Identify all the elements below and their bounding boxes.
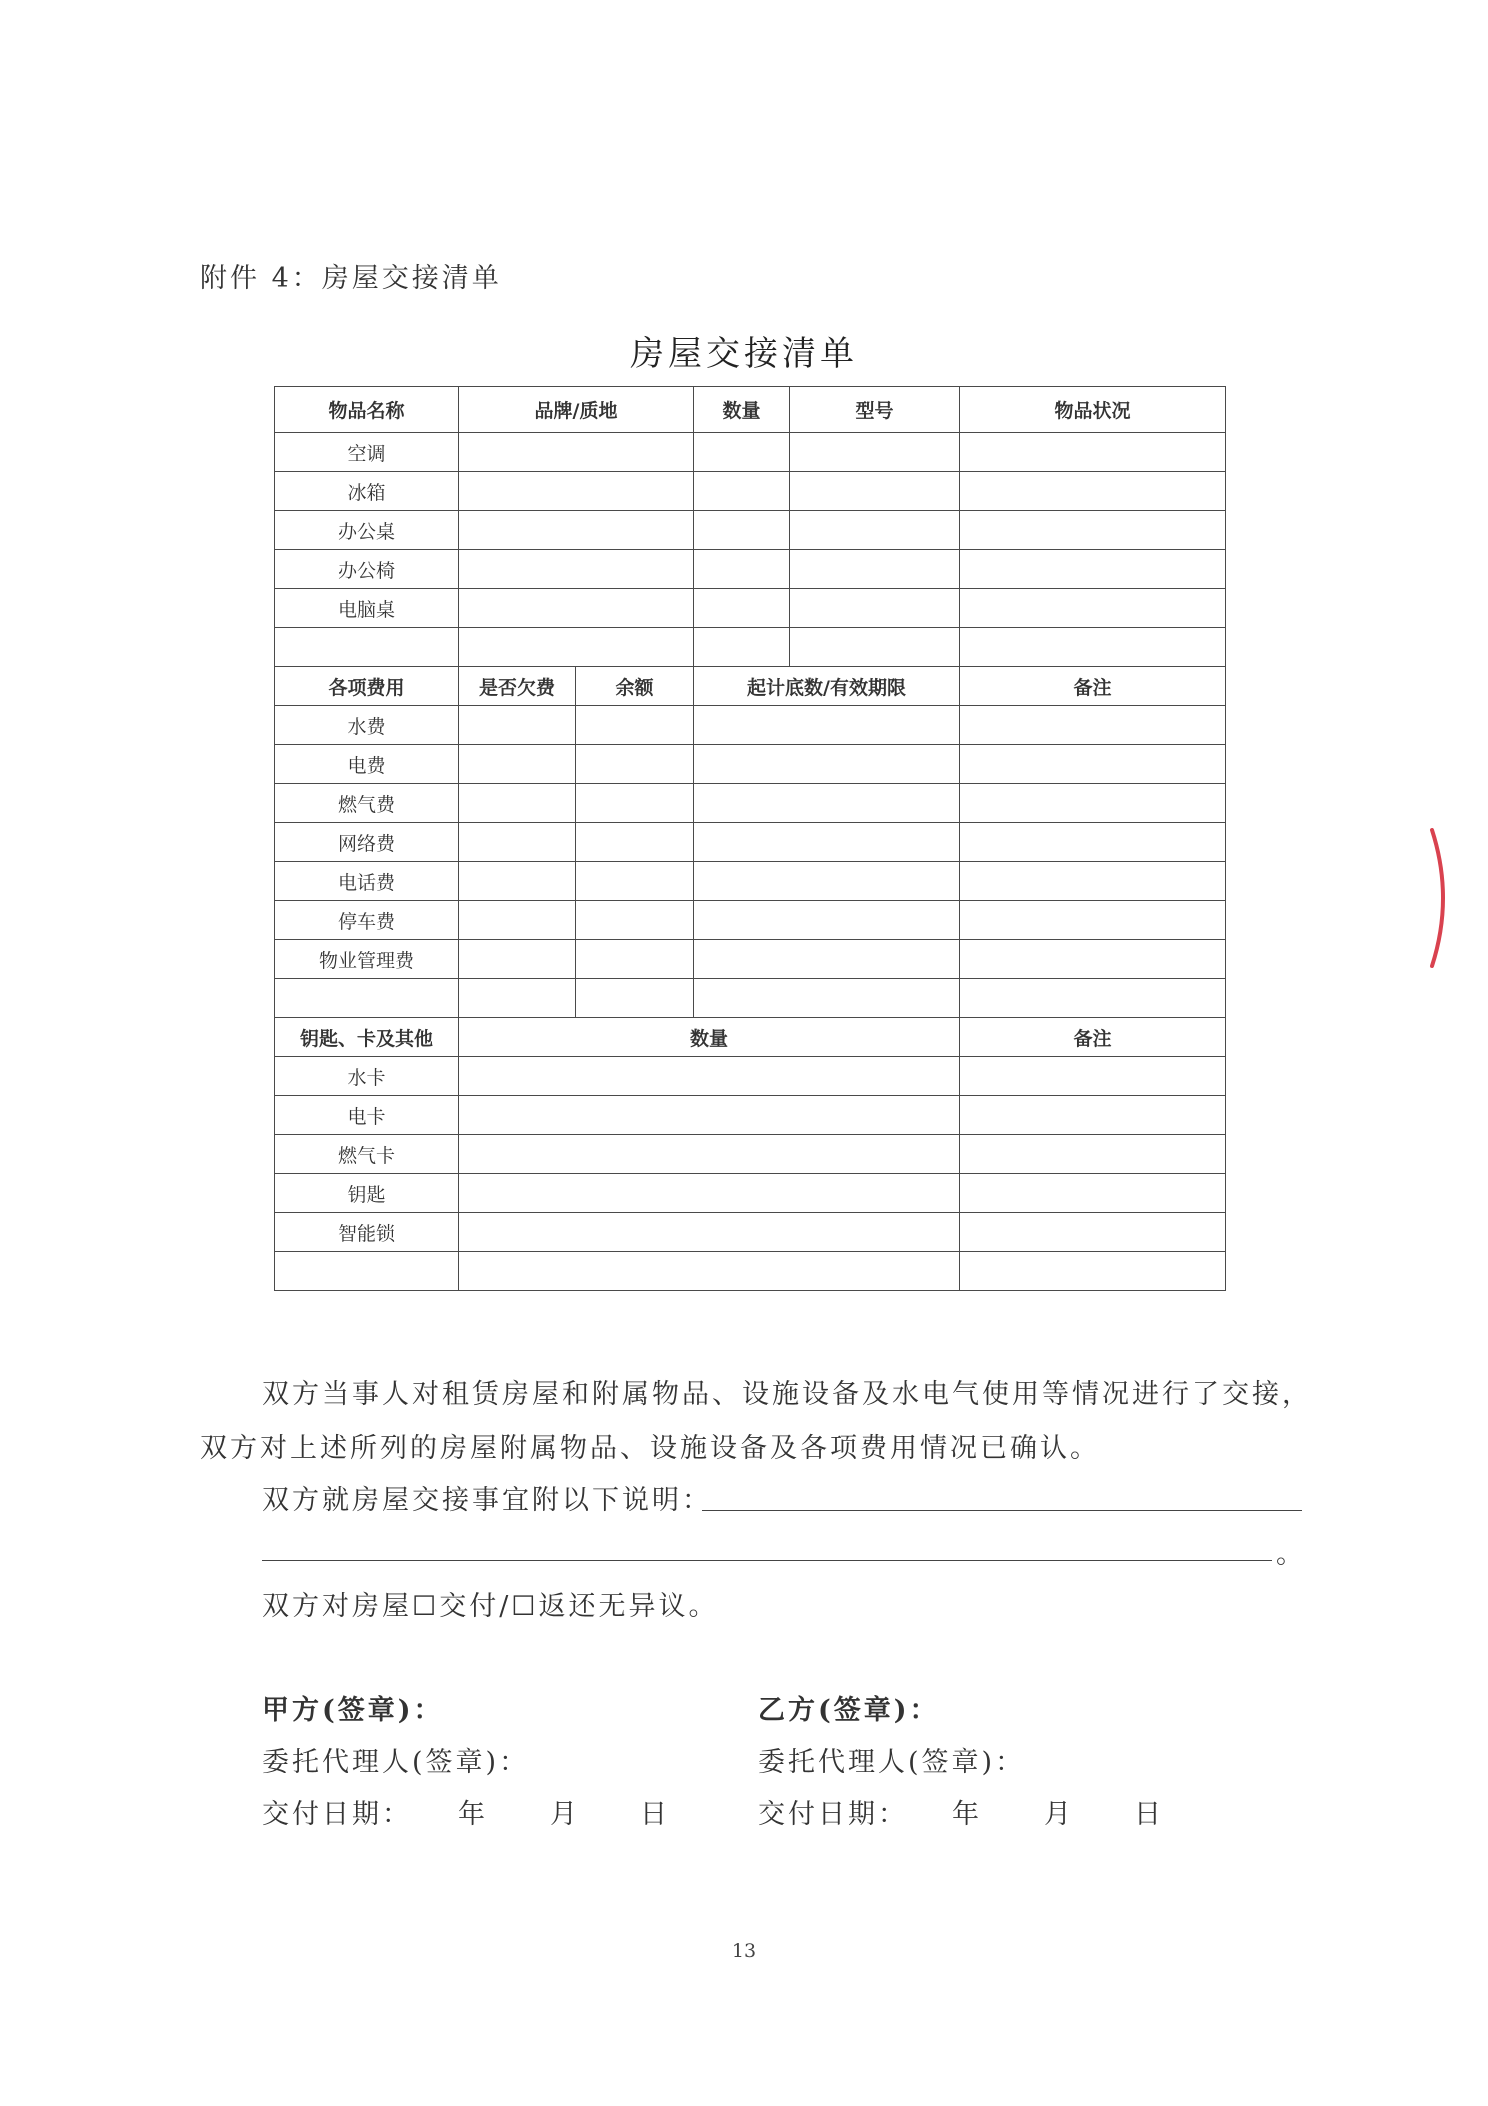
party-b-year: 年: [952, 1799, 982, 1830]
fee-remarks-cell[interactable]: [960, 784, 1226, 823]
party-b-day: 日: [1134, 1799, 1164, 1830]
model-cell[interactable]: [790, 589, 960, 628]
brand-material-cell[interactable]: [459, 628, 694, 667]
party-a-year: 年: [458, 1799, 488, 1830]
quantity-cell[interactable]: [694, 628, 790, 667]
table-row: [275, 1213, 1226, 1252]
quantity-cell[interactable]: [694, 472, 790, 511]
brand-material-cell[interactable]: [459, 589, 694, 628]
start-reading-validity-header: 起计底数/有效期限: [694, 667, 960, 706]
start-reading-validity-cell[interactable]: [694, 706, 960, 745]
balance-cell[interactable]: [576, 940, 694, 979]
item-name-cell: [275, 628, 459, 667]
notes-period: 。: [1276, 1539, 1306, 1570]
fee-remarks-cell[interactable]: [960, 862, 1226, 901]
key-item-cell: 智能锁: [275, 1213, 459, 1252]
balance-cell[interactable]: [576, 706, 694, 745]
fee-item-cell: [275, 979, 459, 1018]
fee-item-header: 各项费用: [275, 667, 459, 706]
arrears-cell[interactable]: [459, 940, 576, 979]
brand-material-header: 品牌/质地: [459, 387, 694, 433]
start-reading-validity-cell[interactable]: [694, 979, 960, 1018]
arrears-cell[interactable]: [459, 901, 576, 940]
arrears-cell[interactable]: [459, 979, 576, 1018]
key-remarks-cell[interactable]: [960, 1057, 1226, 1096]
arrears-cell[interactable]: [459, 862, 576, 901]
table-row: [275, 979, 1226, 1018]
quantity-cell[interactable]: [694, 589, 790, 628]
key-quantity-cell[interactable]: [459, 1213, 960, 1252]
fee-remarks-cell[interactable]: [960, 823, 1226, 862]
party-a-agent-label: 委托代理人(签章)：: [262, 1747, 530, 1778]
fee-remarks-cell[interactable]: [960, 706, 1226, 745]
party-b-date-label: 交付日期：: [758, 1799, 908, 1830]
start-reading-validity-cell[interactable]: [694, 823, 960, 862]
table-row: [275, 706, 1226, 745]
key-item-cell: [275, 1252, 459, 1291]
table-row: [275, 550, 1226, 589]
table-row: [275, 1135, 1226, 1174]
quantity-cell[interactable]: [694, 511, 790, 550]
fee-remarks-cell[interactable]: [960, 901, 1226, 940]
notes-line-1[interactable]: [702, 1510, 1302, 1511]
party-a-signature-label: 甲方(签章)：: [262, 1695, 444, 1726]
paragraph-notes-label: 双方就房屋交接事宜附以下说明：: [262, 1485, 712, 1516]
paragraph-handover-line2: 双方对上述所列的房屋附属物品、设施设备及各项费用情况已确认。: [200, 1433, 1100, 1464]
item-name-cell: 电脑桌: [275, 589, 459, 628]
fee-item-cell: 停车费: [275, 901, 459, 940]
arrears-cell[interactable]: [459, 706, 576, 745]
model-cell[interactable]: [790, 433, 960, 472]
key-item-cell: 水卡: [275, 1057, 459, 1096]
key-quantity-cell[interactable]: [459, 1057, 960, 1096]
party-a-date-label: 交付日期：: [262, 1799, 412, 1830]
table-row: [275, 628, 1226, 667]
party-b-signature-label: 乙方(签章)：: [758, 1695, 940, 1726]
key-item-cell: 钥匙: [275, 1174, 459, 1213]
item-condition-cell[interactable]: [960, 550, 1226, 589]
item-name-header: 物品名称: [275, 387, 459, 433]
balance-cell[interactable]: [576, 979, 694, 1018]
arrears-cell[interactable]: [459, 745, 576, 784]
key-quantity-cell[interactable]: [459, 1174, 960, 1213]
item-condition-cell[interactable]: [960, 433, 1226, 472]
keys-quantity-header: 数量: [459, 1018, 960, 1057]
item-condition-cell[interactable]: [960, 472, 1226, 511]
document-title: 房屋交接清单: [630, 334, 858, 374]
party-a-month: 月: [550, 1799, 580, 1830]
item-name-cell: 冰箱: [275, 472, 459, 511]
handover-table: [274, 386, 1226, 1291]
brand-material-cell[interactable]: [459, 550, 694, 589]
brand-material-cell[interactable]: [459, 511, 694, 550]
key-quantity-cell[interactable]: [459, 1252, 960, 1291]
balance-cell[interactable]: [576, 901, 694, 940]
fee-item-cell: 燃气费: [275, 784, 459, 823]
party-a-day: 日: [640, 1799, 670, 1830]
item-name-cell: 办公椅: [275, 550, 459, 589]
table-row: [275, 901, 1226, 940]
balance-cell[interactable]: [576, 745, 694, 784]
key-remarks-cell[interactable]: [960, 1096, 1226, 1135]
fee-remarks-cell[interactable]: [960, 979, 1226, 1018]
balance-cell[interactable]: [576, 784, 694, 823]
page-number: 13: [731, 1940, 757, 1962]
fee-item-cell: 物业管理费: [275, 940, 459, 979]
key-item-cell: 电卡: [275, 1096, 459, 1135]
key-quantity-cell[interactable]: [459, 1135, 960, 1174]
table-row: [275, 433, 1226, 472]
arrears-cell[interactable]: [459, 823, 576, 862]
fee-item-cell: 电费: [275, 745, 459, 784]
table-row: [275, 1018, 1226, 1057]
table-row: [275, 784, 1226, 823]
table-row: [275, 667, 1226, 706]
fee-remarks-header: 备注: [960, 667, 1226, 706]
model-cell[interactable]: [790, 511, 960, 550]
key-quantity-cell[interactable]: [459, 1096, 960, 1135]
balance-cell[interactable]: [576, 823, 694, 862]
table-row: [275, 745, 1226, 784]
table-row: [275, 387, 1226, 433]
fee-item-cell: 电话费: [275, 862, 459, 901]
quantity-header: 数量: [694, 387, 790, 433]
start-reading-validity-cell[interactable]: [694, 940, 960, 979]
key-remarks-cell[interactable]: [960, 1252, 1226, 1291]
fee-remarks-cell[interactable]: [960, 745, 1226, 784]
item-condition-cell[interactable]: [960, 628, 1226, 667]
table-row: [275, 511, 1226, 550]
balance-header: 余额: [576, 667, 694, 706]
table-row: [275, 1252, 1226, 1291]
item-condition-cell[interactable]: [960, 511, 1226, 550]
start-reading-validity-cell[interactable]: [694, 745, 960, 784]
party-b-month: 月: [1044, 1799, 1074, 1830]
table-row: [275, 589, 1226, 628]
quantity-cell[interactable]: [694, 550, 790, 589]
item-condition-cell[interactable]: [960, 589, 1226, 628]
keys-cards-header: 钥匙、卡及其他: [275, 1018, 459, 1057]
arrears-header: 是否欠费: [459, 667, 576, 706]
table-row: [275, 862, 1226, 901]
fee-item-cell: 网络费: [275, 823, 459, 862]
item-name-cell: 办公桌: [275, 511, 459, 550]
arrears-cell[interactable]: [459, 784, 576, 823]
brand-material-cell[interactable]: [459, 433, 694, 472]
model-cell[interactable]: [790, 628, 960, 667]
seal-edge-mark: [1428, 828, 1450, 968]
quantity-cell[interactable]: [694, 433, 790, 472]
item-condition-header: 物品状况: [960, 387, 1226, 433]
notes-line-2[interactable]: [262, 1560, 1272, 1561]
model-cell[interactable]: [790, 550, 960, 589]
brand-material-cell[interactable]: [459, 472, 694, 511]
table-row: [275, 1057, 1226, 1096]
start-reading-validity-cell[interactable]: [694, 901, 960, 940]
start-reading-validity-cell[interactable]: [694, 862, 960, 901]
table-row: [275, 1174, 1226, 1213]
model-header: 型号: [790, 387, 960, 433]
key-remarks-cell[interactable]: [960, 1213, 1226, 1252]
item-name-cell: 空调: [275, 433, 459, 472]
fee-item-cell: 水费: [275, 706, 459, 745]
model-cell[interactable]: [790, 472, 960, 511]
key-item-cell: 燃气卡: [275, 1135, 459, 1174]
table-row: [275, 1096, 1226, 1135]
paragraph-handover-line1: 双方当事人对租赁房屋和附属物品、设施设备及水电气使用等情况进行了交接，: [262, 1379, 1312, 1410]
party-b-agent-label: 委托代理人(签章)：: [758, 1747, 1026, 1778]
table-row: [275, 823, 1226, 862]
key-remarks-cell[interactable]: [960, 1135, 1226, 1174]
key-remarks-cell[interactable]: [960, 1174, 1226, 1213]
annex-label: 附件 4：房屋交接清单: [200, 263, 502, 294]
start-reading-validity-cell[interactable]: [694, 784, 960, 823]
table-row: [275, 472, 1226, 511]
table-row: [275, 940, 1226, 979]
keys-remarks-header: 备注: [960, 1018, 1226, 1057]
paragraph-no-objection: 双方对房屋☐交付/☐返还无异议。: [262, 1591, 719, 1622]
balance-cell[interactable]: [576, 862, 694, 901]
fee-remarks-cell[interactable]: [960, 940, 1226, 979]
